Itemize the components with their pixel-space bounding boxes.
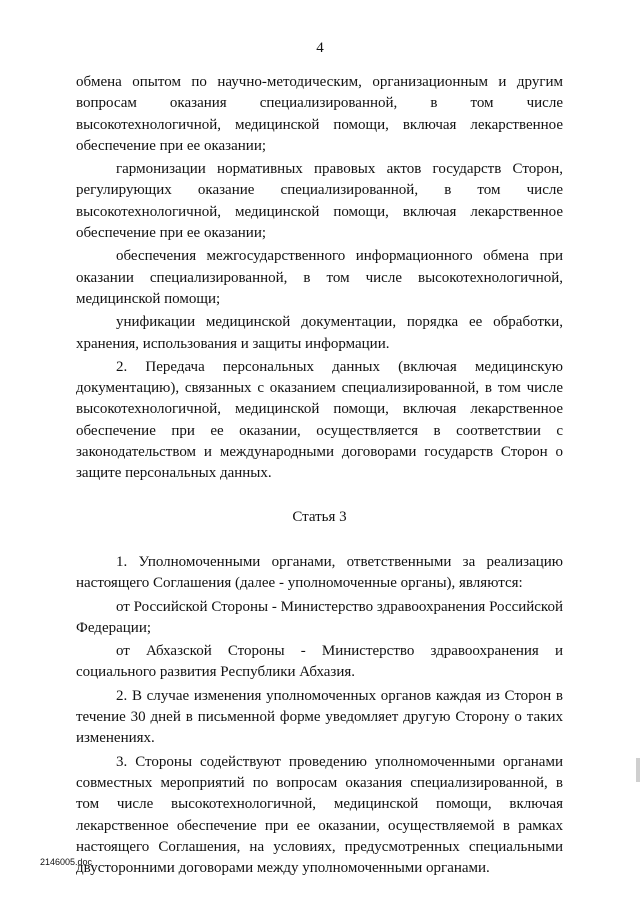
article-heading: Статья 3: [292, 508, 347, 525]
paragraph: обмена опытом по научно-методическим, организационным и другим вопросам оказания специализированной, в том числе высокотехнологичной, медицинской помощи, включая лекарственное обеспечение при ее оказании;: [76, 74, 563, 154]
scan-edge-mark: [636, 758, 640, 782]
paragraph: обеспечения межгосударственного информационного обмена при оказании специализированной, в том числе высокотехнологичной, медицинской помощи;: [76, 248, 563, 307]
paragraph: 1. Уполномоченными органами, ответственными за реализацию настоящего Соглашения (далее - уполномоченные органы), являются:: [76, 553, 563, 592]
file-name-footer: 2146005.doc: [40, 857, 93, 867]
document-body: [76, 72, 563, 881]
paragraph: 2. В случае изменения уполномоченных органов каждая из Сторон в течение 30 дней в письменной форме уведомляет другую Сторону о таких изменениях.: [76, 687, 563, 747]
paragraph: от Российской Стороны - Министерство здравоохранения Российской Федерации;: [76, 598, 563, 636]
paragraph: 2. Передача персональных данных (включая медицинскую документацию), связанных с оказанием специализированной, в том числе высокотехнологичной, медицинской помощи, включая лекарственное обеспечение при ее оказании, осуществляется в соответствии с законодательством и международными договорами государств Сторон о защите персональных данных.: [76, 358, 563, 482]
paragraph: 3. Стороны содействуют проведению уполномоченными органами совместных мероприятий по вопросам оказания специализированной, в том числе высокотехнологичной, медицинской помощи, включая лекарственное обеспечение при ее оказании, осуществляемой в рамках настоящего Соглашения, на условиях, предусмотренных специальными двусторонними договорами между уполномоченными органами.: [76, 753, 563, 877]
paragraph: от Абхазской Стороны - Министерство здравоохранения и социального развития Республики Абхазия.: [76, 643, 563, 681]
page-number: 4: [316, 40, 324, 56]
paragraph: гармонизации нормативных правовых актов государств Сторон, регулирующих оказание специализированной, в том числе высокотехнологичной, медицинской помощи, включая лекарственное обеспечение при ее оказании;: [76, 161, 563, 242]
paragraph: унификации медицинской документации, порядка ее обработки, хранения, использования и защиты информации.: [76, 314, 563, 352]
